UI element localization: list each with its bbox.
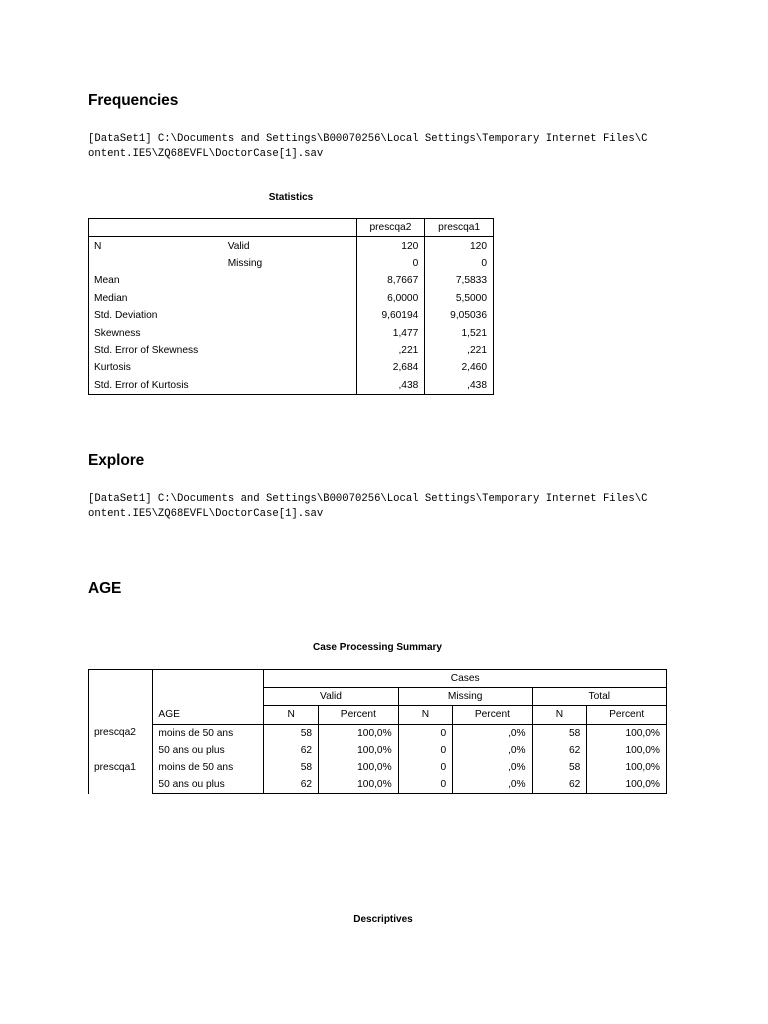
stat-row-sublabel: Missing bbox=[224, 255, 356, 272]
stat-row-sublabel bbox=[224, 272, 356, 289]
cps-value: ,0% bbox=[453, 742, 532, 759]
cps-value: 58 bbox=[532, 724, 587, 742]
stat-row-sublabel bbox=[224, 377, 356, 395]
cps-factor-label: AGE bbox=[153, 706, 264, 724]
heading-age: AGE bbox=[88, 580, 122, 597]
stat-row-label: Std. Deviation bbox=[89, 307, 224, 324]
cps-category: moins de 50 ans bbox=[153, 724, 264, 742]
table-row bbox=[89, 359, 494, 376]
stat-row-label: Kurtosis bbox=[89, 359, 224, 376]
cps-subgroup-header-valid: Valid bbox=[264, 688, 398, 706]
stat-value: 9,60194 bbox=[356, 307, 425, 324]
table-row bbox=[89, 272, 494, 289]
cps-subgroup-header-missing: Missing bbox=[398, 688, 532, 706]
cps-subgroup-header-total: Total bbox=[532, 688, 666, 706]
cps-header-row-measures bbox=[89, 706, 667, 724]
stat-row-label: N bbox=[89, 237, 224, 255]
table-row bbox=[89, 255, 494, 272]
stat-value: 9,05036 bbox=[425, 307, 494, 324]
stat-value: 1,521 bbox=[425, 324, 494, 341]
stat-row-sublabel bbox=[224, 359, 356, 376]
stat-row-label: Median bbox=[89, 290, 224, 307]
stat-row-label: Std. Error of Kurtosis bbox=[89, 377, 224, 395]
cps-measure-header-percent: Percent bbox=[587, 706, 667, 724]
stat-row-label: Mean bbox=[89, 272, 224, 289]
cps-value: 100,0% bbox=[587, 776, 667, 794]
table-row bbox=[89, 776, 667, 794]
cps-value: 100,0% bbox=[587, 724, 667, 742]
heading-frequencies: Frequencies bbox=[88, 92, 179, 109]
cps-left-rule-overhang bbox=[88, 669, 89, 793]
cps-value: ,0% bbox=[453, 759, 532, 776]
statistics-corner-cell-2 bbox=[224, 219, 356, 237]
cps-measure-header-percent: Percent bbox=[453, 706, 532, 724]
stat-value: 2,684 bbox=[356, 359, 425, 376]
cps-value: ,0% bbox=[453, 776, 532, 794]
cps-corner-cell bbox=[89, 670, 153, 725]
stat-row-label bbox=[89, 255, 224, 272]
stat-row-sublabel bbox=[224, 342, 356, 359]
cps-value: 100,0% bbox=[319, 742, 399, 759]
cps-variable: prescqa2 bbox=[89, 724, 153, 742]
stat-value: 6,0000 bbox=[356, 290, 425, 307]
cps-value: ,0% bbox=[453, 724, 532, 742]
cps-value: 58 bbox=[532, 759, 587, 776]
stat-row-sublabel bbox=[224, 324, 356, 341]
table-row bbox=[89, 290, 494, 307]
statistics-column-header-prescqa2: prescqa2 bbox=[356, 219, 425, 237]
cps-value: 100,0% bbox=[319, 724, 399, 742]
descriptives-table-caption: Descriptives bbox=[353, 914, 413, 925]
stat-value: 120 bbox=[425, 237, 494, 255]
cps-measure-header-n: N bbox=[532, 706, 587, 724]
cps-variable bbox=[89, 776, 153, 794]
table-row bbox=[89, 742, 667, 759]
statistics-column-header-prescqa1: prescqa1 bbox=[425, 219, 494, 237]
cps-variable: prescqa1 bbox=[89, 759, 153, 776]
cps-value: 58 bbox=[264, 724, 319, 742]
cps-value: 62 bbox=[264, 742, 319, 759]
cps-value: 62 bbox=[532, 776, 587, 794]
heading-explore: Explore bbox=[88, 452, 145, 469]
cps-measure-header-percent: Percent bbox=[319, 706, 399, 724]
cps-value: 0 bbox=[398, 724, 453, 742]
cps-variable bbox=[89, 742, 153, 759]
stat-value: 0 bbox=[356, 255, 425, 272]
stat-row-label: Skewness bbox=[89, 324, 224, 341]
case-processing-summary-caption: Case Processing Summary bbox=[313, 642, 442, 653]
cps-value: 100,0% bbox=[319, 776, 399, 794]
stat-value: 120 bbox=[356, 237, 425, 255]
stat-value: 5,5000 bbox=[425, 290, 494, 307]
statistics-corner-cell bbox=[89, 219, 224, 237]
stat-value: 1,477 bbox=[356, 324, 425, 341]
statistics-table-caption: Statistics bbox=[268, 192, 314, 203]
cps-measure-header-n: N bbox=[264, 706, 319, 724]
stat-value: ,438 bbox=[425, 377, 494, 395]
stat-value: 0 bbox=[425, 255, 494, 272]
stat-value: ,221 bbox=[356, 342, 425, 359]
dataset-path-explore: [DataSet1] C:\Documents and Settings\B00070256\Local Settings\Temporary Internet Files\Content.IE5\ZQ68EVFL\DoctorCase[1].sav bbox=[88, 493, 648, 520]
table-row bbox=[89, 377, 494, 395]
table-row bbox=[89, 324, 494, 341]
table-row bbox=[89, 237, 494, 255]
dataset-path-frequencies: [DataSet1] C:\Documents and Settings\B00070256\Local Settings\Temporary Internet Files\Content.IE5\ZQ68EVFL\DoctorCase[1].sav bbox=[88, 133, 648, 160]
cps-value: 100,0% bbox=[319, 759, 399, 776]
cps-category: moins de 50 ans bbox=[153, 759, 264, 776]
cps-header-row-group bbox=[89, 670, 667, 688]
cps-value: 100,0% bbox=[587, 759, 667, 776]
cps-value: 62 bbox=[264, 776, 319, 794]
cps-value: 100,0% bbox=[587, 742, 667, 759]
statistics-table bbox=[88, 218, 494, 395]
table-row bbox=[89, 342, 494, 359]
cps-category: 50 ans ou plus bbox=[153, 776, 264, 794]
cps-corner-cell-2 bbox=[153, 670, 264, 706]
stat-row-label: Std. Error of Skewness bbox=[89, 342, 224, 359]
table-row bbox=[89, 759, 667, 776]
stat-value: ,438 bbox=[356, 377, 425, 395]
statistics-header-row bbox=[89, 219, 494, 237]
stat-value: 2,460 bbox=[425, 359, 494, 376]
cps-value: 0 bbox=[398, 776, 453, 794]
stat-row-sublabel: Valid bbox=[224, 237, 356, 255]
cps-category: 50 ans ou plus bbox=[153, 742, 264, 759]
stat-value: ,221 bbox=[425, 342, 494, 359]
cps-value: 0 bbox=[398, 759, 453, 776]
stat-row-sublabel bbox=[224, 290, 356, 307]
stat-row-sublabel bbox=[224, 307, 356, 324]
stat-value: 7,5833 bbox=[425, 272, 494, 289]
cps-group-header-cases: Cases bbox=[264, 670, 667, 688]
table-row bbox=[89, 307, 494, 324]
cps-measure-header-n: N bbox=[398, 706, 453, 724]
case-processing-summary-table bbox=[88, 669, 667, 794]
table-row bbox=[89, 724, 667, 742]
stat-value: 8,7667 bbox=[356, 272, 425, 289]
cps-value: 58 bbox=[264, 759, 319, 776]
cps-value: 62 bbox=[532, 742, 587, 759]
cps-value: 0 bbox=[398, 742, 453, 759]
